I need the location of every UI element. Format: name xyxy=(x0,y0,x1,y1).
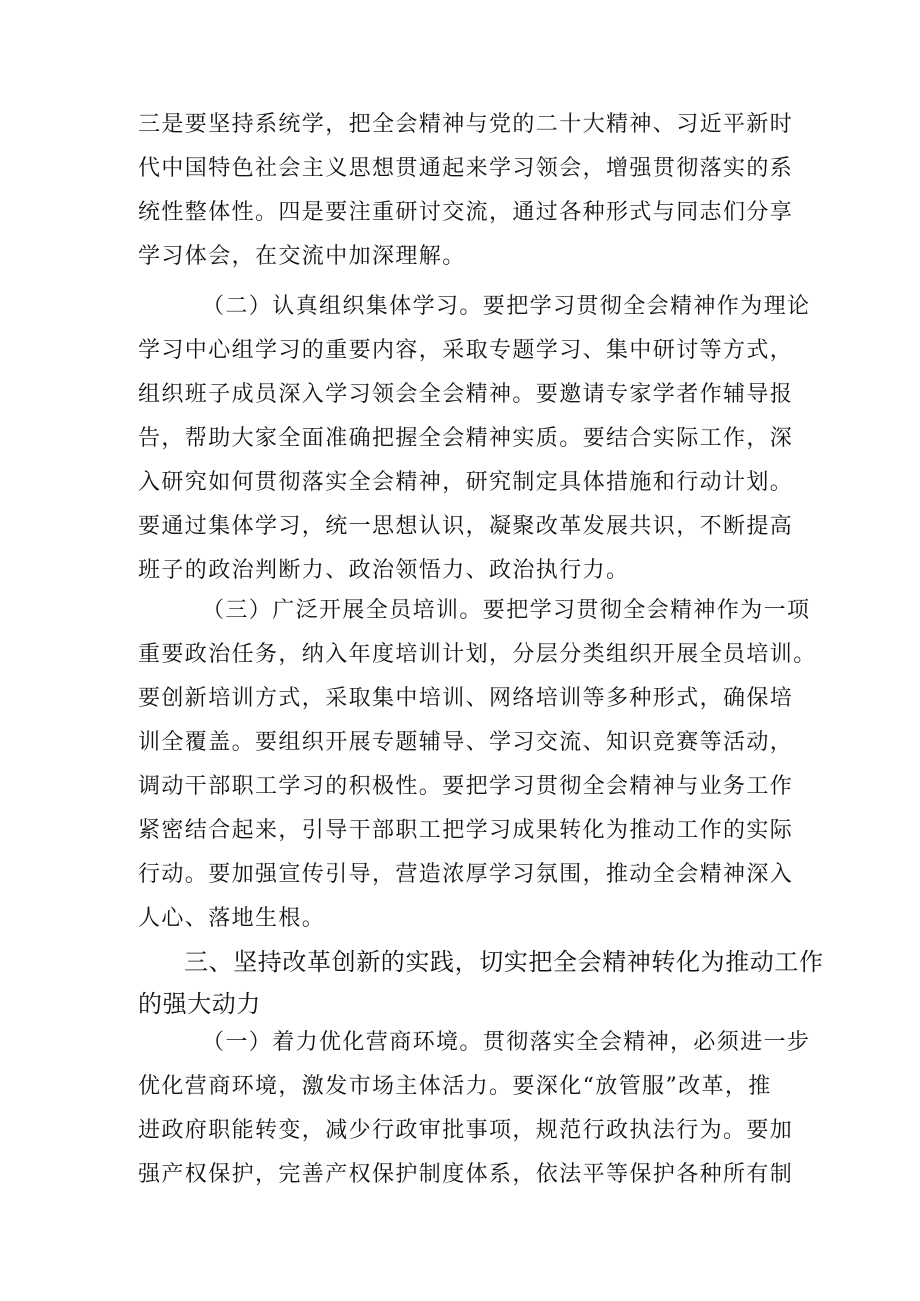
paragraph-line: 三是要坚持系统学，把全会精神与党的二十大精神、习近平新时 xyxy=(138,112,794,137)
paragraph-line: 统性整体性。四是要注重研讨交流，通过各种形式与同志们分享 xyxy=(138,200,794,225)
paragraph-line: 班子的政治判断力、政治领悟力、政治执行力。 xyxy=(138,558,630,583)
paragraph-line: 告，帮助大家全面准确把握全会精神实质。要结合实际工作，深 xyxy=(138,426,794,451)
heading-line: 三、坚持改革创新的实践，切实把全会精神转化为推动工作 xyxy=(184,948,824,976)
paragraph-line: 要通过集体学习，统一思想认识，凝聚改革发展共识，不断提高 xyxy=(138,514,794,539)
paragraph-line: 人心、落地生根。 xyxy=(138,906,326,931)
heading-line: 的强大动力 xyxy=(138,990,261,1018)
paragraph-line: 行动。要加强宣传引导，营造浓厚学习氛围，推动全会精神深入 xyxy=(138,862,794,887)
paragraph-line: 要创新培训方式，采取集中培训、网络培训等多种形式，确保培 xyxy=(138,686,794,711)
paragraph-line: （三）广泛开展全员培训。要把学习贯彻全会精神作为一项 xyxy=(202,598,811,623)
paragraph-line: 调动干部职工学习的积极性。要把学习贯彻全会精神与业务工作 xyxy=(138,774,794,799)
paragraph-line: 强产权保护，完善产权保护制度体系，依法平等保护各种所有制 xyxy=(138,1162,794,1187)
paragraph-line: （二）认真组织集体学习。要把学习贯彻全会精神作为理论 xyxy=(202,294,811,319)
paragraph-line: 组织班子成员深入学习领会全会精神。要邀请专家学者作辅导报 xyxy=(138,382,794,407)
paragraph-line: 入研究如何贯彻落实全会精神，研究制定具体措施和行动计划。 xyxy=(138,470,794,495)
paragraph-line: 代中国特色社会主义思想贯通起来学习领会，增强贯彻落实的系 xyxy=(138,156,794,181)
paragraph-line: 重要政治任务，纳入年度培训计划，分层分类组织开展全员培训。 xyxy=(138,642,817,667)
paragraph-line: 训全覆盖。要组织开展专题辅导、学习交流、知识竞赛等活动， xyxy=(138,730,794,755)
paragraph-line: 学习体会，在交流中加深理解。 xyxy=(138,244,466,269)
paragraph-line: 紧密结合起来，引导干部职工把学习成果转化为推动工作的实际 xyxy=(138,818,794,843)
paragraph-line: 优化营商环境，激发市场主体活力。要深化“放管服”改革，推 xyxy=(138,1074,772,1099)
paragraph-line: 进政府职能转变，减少行政审批事项，规范行政执法行为。要加 xyxy=(138,1118,794,1143)
paragraph-line: 学习中心组学习的重要内容，采取专题学习、集中研讨等方式， xyxy=(138,338,794,363)
paragraph-line: （一）着力优化营商环境。贯彻落实全会精神，必须进一步 xyxy=(202,1030,811,1055)
